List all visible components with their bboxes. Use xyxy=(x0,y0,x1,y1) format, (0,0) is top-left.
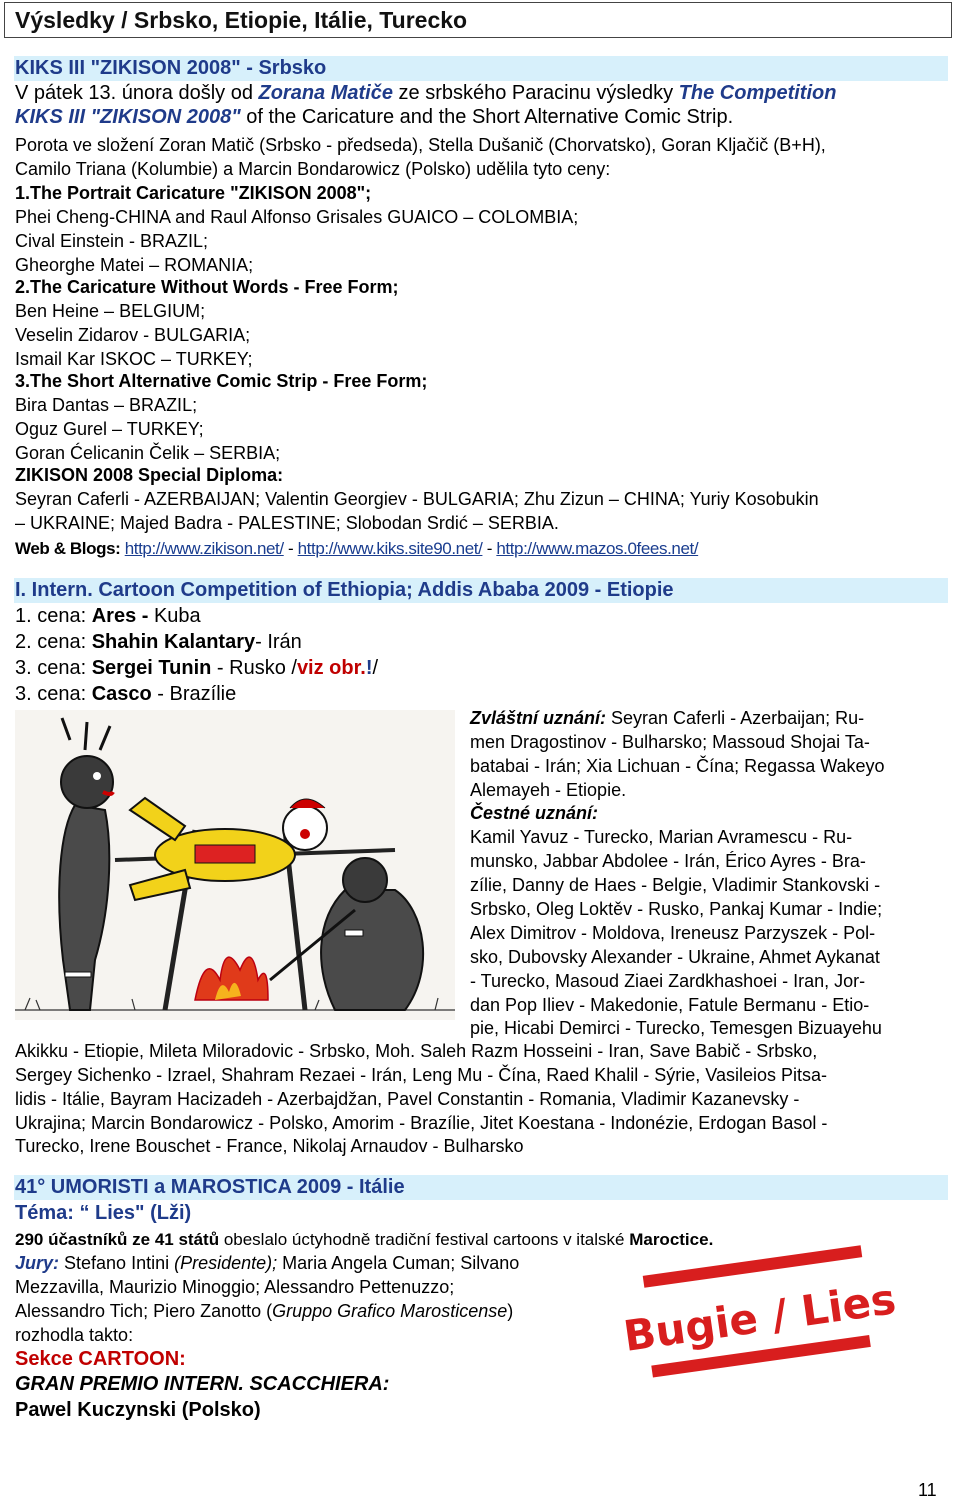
grand-prize-winner: Pawel Kuczynski (Polsko) xyxy=(15,1399,261,1421)
cartoon-illustration xyxy=(15,710,455,1020)
jury-line2: Camilo Triana (Kolumbie) a Marcin Bondarowicz (Polsko) udělila tyto ceny: xyxy=(15,159,611,179)
honorable-line4: Srbsko, Oleg Loktěv - Rusko, Pankaj Kumar - Indie; xyxy=(470,899,883,919)
section1-heading: KIKS III "ZIKISON 2008" - Srbsko xyxy=(15,57,327,79)
link-kiks[interactable]: http://www.kiks.site90.net/ xyxy=(297,539,483,558)
honorable-line1: Kamil Yavuz - Turecko, Marian Avramescu - Ru- xyxy=(470,827,853,847)
category3-winner1: Bira Dantas – BRAZIL; xyxy=(15,395,198,415)
category2-winner2: Veselin Zidarov - BULGARIA; xyxy=(15,325,251,345)
category1-winner1: Phei Cheng-CHINA and Raul Alfonso Grisales GUAICO – COLOMBIA; xyxy=(15,207,579,227)
special-mention-line3: batabai - Irán; Xia Lichuan - Čína; Regassa Wakeyo xyxy=(470,756,885,776)
special-mention-line2: men Dragostinov - Bulharsko; Massoud Shojai Ta- xyxy=(470,732,870,752)
honorable-line9: pie, Hicabi Demirci - Turecko, Temesgen Bizuayehu xyxy=(470,1018,882,1038)
honorable-line2: munsko, Jabbar Abdolee - Irán, Érico Ayres - Bra- xyxy=(470,851,866,871)
honorable-full-line2: Sergey Sichenko - Izrael, Shahram Rezaei - Irán, Leng Mu - Čína, Raed Khalil - Sýrie, Vasileios Pitsa- xyxy=(15,1065,828,1085)
page-title: Výsledky / Srbsko, Etiopie, Itálie, Turecko xyxy=(4,2,952,38)
honorable-full-line3: lidis - Itálie, Bayram Hacizadeh - Azerbajdžan, Pavel Constantin - Romania, Vladimir Kazanevsky - xyxy=(15,1089,800,1109)
honorable-line3: zílie, Danny de Haes - Belgie, Vladimir Stankovski - xyxy=(470,875,881,895)
honorable-full-line5: Turecko, Irene Bouschet - France, Nikolaj Arnaudov - Bulharsko xyxy=(15,1136,524,1156)
link-zikison[interactable]: http://www.zikison.net/ xyxy=(124,539,284,558)
category3-winner3: Goran Ćelicanin Čelik – SERBIA; xyxy=(15,443,281,463)
prize3b: 3. cena: Casco - Brazílie xyxy=(15,683,237,705)
jury3-line1: Jury: Stefano Intini (Presidente); Maria Angela Cuman; Silvano xyxy=(15,1253,520,1273)
section1-intro-line1: V pátek 13. února došly od Zorana Matiče ze srbského Paracinu výsledky The Competition xyxy=(15,82,837,104)
logo-text: Bugie / Lies xyxy=(620,1274,899,1361)
prize1: 1. cena: Ares - Kuba xyxy=(15,605,201,627)
bugie-lies-logo xyxy=(620,1250,899,1390)
category2-title: 2.The Caricature Without Words - Free Form; xyxy=(15,277,399,297)
prize2: 2. cena: Shahin Kalantary- Irán xyxy=(15,631,302,653)
special-diploma-line2: – UKRAINE; Majed Badra - PALESTINE; Slobodan Srdić – SERBIA. xyxy=(15,513,559,533)
prize3: 3. cena: Sergei Tunin - Rusko /viz obr.!/ xyxy=(15,657,379,679)
honorable-line7: - Turecko, Masoud Ziaei Zardkhashoei - Iran, Jor- xyxy=(470,971,866,991)
jury-line1: Porota ve složení Zoran Matič (Srbsko - předseda), Stella Dušanič (Chorvatsko), Goran Kljačič (B+H), xyxy=(15,135,826,155)
jury3-line2: Mezzavilla, Maurizio Minoggio; Alessandro Pettenuzzo; xyxy=(15,1277,455,1297)
link-mazos[interactable]: http://www.mazos.0fees.net/ xyxy=(496,539,699,558)
honorable-line6: sko, Dubovsky Alexander - Ukraine, Ahmet Aykanat xyxy=(470,947,880,967)
honorable-mention-label: Čestné uznání: xyxy=(470,803,599,823)
honorable-line5: Alex Dimitrov - Moldova, Ireneusz Parzyszek - Pol- xyxy=(470,923,876,943)
special-mention-line1: Zvláštní uznání: Seyran Caferli - Azerbaijan; Ru- xyxy=(470,708,865,728)
section-cartoon-label: Sekce CARTOON: xyxy=(15,1348,186,1370)
honorable-full-line4: Ukrajina; Marcin Bondarowicz - Polsko, Amorim - Brazílie, Jitet Koestana - Indonézie, Erdogan Basol - xyxy=(15,1113,828,1133)
special-diploma-title: ZIKISON 2008 Special Diploma: xyxy=(15,465,284,485)
grand-prize-label: GRAN PREMIO INTERN. SCACCHIERA: xyxy=(15,1373,390,1395)
category3-winner2: Oguz Gurel – TURKEY; xyxy=(15,419,204,439)
section3-heading: 41° UMORISTI a MAROSTICA 2009 - Itálie xyxy=(15,1176,405,1198)
jury3-line3: Alessandro Tich; Piero Zanotto (Gruppo Grafico Marosticense) xyxy=(15,1301,514,1321)
special-diploma-line1: Seyran Caferli - AZERBAIJAN; Valentin Georgiev - BULGARIA; Zhu Zizun – CHINA; Yuriy Kosobukin xyxy=(15,489,819,509)
category1-winner3: Gheorghe Matei – ROMANIA; xyxy=(15,255,254,275)
honorable-full-line1: Akikku - Etiopie, Mileta Miloradovic - Srbsko, Moh. Saleh Razm Hosseini - Iran, Save Babič - Srbsko, xyxy=(15,1041,818,1061)
category2-winner1: Ben Heine – BELGIUM; xyxy=(15,301,206,321)
category2-winner3: Ismail Kar ISKOC – TURKEY; xyxy=(15,349,253,369)
page-number: 11 xyxy=(918,1480,937,1500)
decided-line: rozhodla takto: xyxy=(15,1325,134,1345)
honorable-line8: dan Pop Iliev - Makedonie, Fatule Bermanu - Etio- xyxy=(470,995,870,1015)
category1-title: 1.The Portrait Caricature "ZIKISON 2008"; xyxy=(15,183,372,203)
category3-title: 3.The Short Alternative Comic Strip - Free Form; xyxy=(15,371,428,391)
special-mention-line4: Alemayeh - Etiopie. xyxy=(470,780,627,800)
participants-line: 290 účastníků ze 41 států obeslalo úctyhodně tradiční festival cartoons v italské Maroctice. xyxy=(15,1230,714,1249)
section1-intro-line2: KIKS III "ZIKISON 2008" of the Caricature and the Short Alternative Comic Strip. xyxy=(15,106,734,128)
web-links-line: Web & Blogs: http://www.zikison.net/ - http://www.kiks.site90.net/ - http://www.mazos.0fees.net/ xyxy=(15,539,699,558)
theme-line: Téma: “ Lies" (Lži) xyxy=(15,1202,192,1224)
section2-heading: I. Intern. Cartoon Competition of Ethiopia; Addis Ababa 2009 - Etiopie xyxy=(15,579,674,601)
category1-winner2: Cival Einstein - BRAZIL; xyxy=(15,231,209,251)
